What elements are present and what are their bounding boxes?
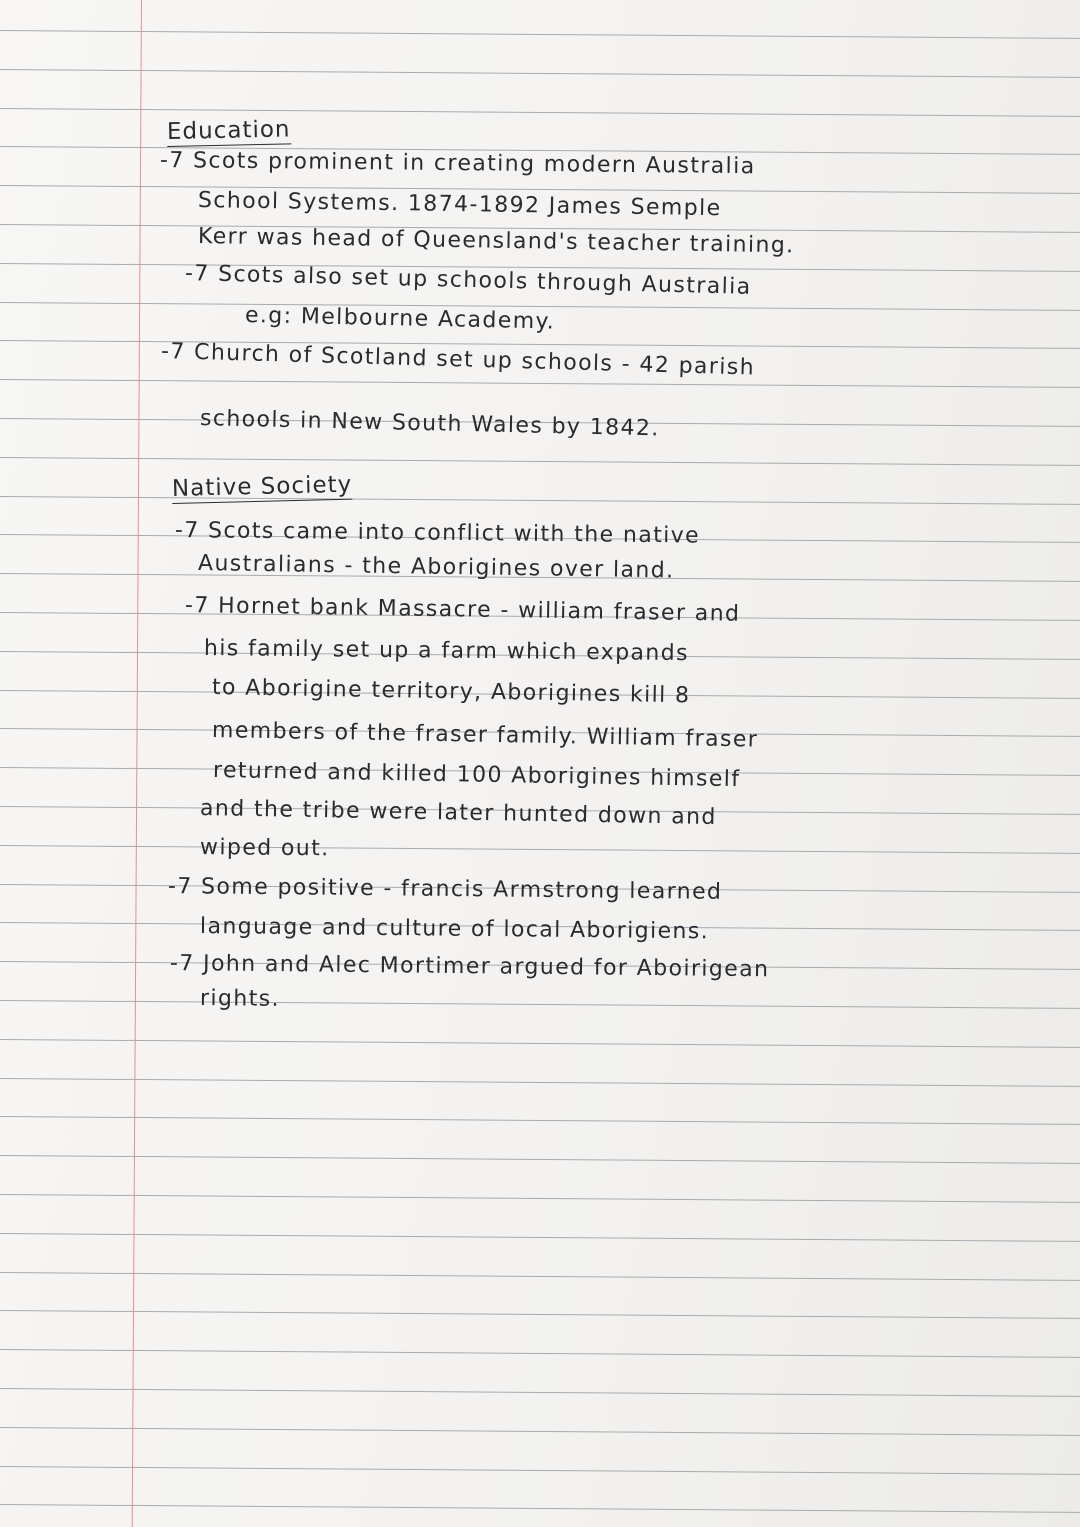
text-line: and the tribe were later hunted down and (199, 796, 718, 831)
ruled-line (0, 1116, 1080, 1125)
ruled-line (0, 1427, 1080, 1436)
text-line: returned and killed 100 Aborigines himself (212, 758, 741, 793)
ruled-line (0, 1388, 1080, 1397)
ruled-line (0, 1272, 1080, 1281)
heading-native-society: Native Society (171, 471, 353, 502)
text-line: his family set up a farm which expands (203, 636, 690, 667)
text-line: -7 Scots came into conflict with the native (174, 518, 701, 549)
text-line: -7 Scots prominent in creating modern Australia (159, 148, 756, 180)
text-line: rights. (199, 986, 281, 1012)
text-line: e.g: Melbourne Academy. (244, 303, 556, 335)
heading-education: Education (166, 116, 291, 145)
text-line: -7 Church of Scotland set up schools - 42 parish (160, 339, 756, 381)
text-line: wiped out. (199, 835, 330, 862)
text-line: -7 Hornet bank Massacre - william fraser and (184, 593, 741, 627)
margin-line (132, 0, 142, 1527)
ruled-line (0, 1078, 1080, 1087)
text-line: Australians - the Aborigines over land. (197, 551, 675, 584)
ruled-line (0, 1349, 1080, 1358)
text-line: -7 Scots also set up schools through Australia (184, 261, 752, 300)
ruled-line (0, 1155, 1080, 1164)
text-line: schools in New South Wales by 1842. (199, 406, 661, 442)
ruled-line (0, 69, 1080, 78)
ruled-line (0, 845, 1080, 854)
ruled-line (0, 1233, 1080, 1242)
text-line: Kerr was head of Queensland's teacher training. (197, 224, 795, 259)
ruled-line (0, 1310, 1080, 1319)
ruled-line (0, 1194, 1080, 1203)
ruled-line (0, 1504, 1080, 1513)
ruled-line (0, 1039, 1080, 1048)
text-line: -7 John and Alec Mortimer argued for Aboirigean (169, 951, 770, 983)
text-line: to Aborigine territory, Aborigines kill 8 (211, 675, 691, 709)
text-line: language and culture of local Aborigiens. (199, 914, 710, 945)
ruled-line (0, 457, 1080, 466)
ruled-line (0, 108, 1080, 117)
ruled-line (0, 1000, 1080, 1009)
text-line: School Systems. 1874-1892 James Semple (197, 188, 722, 222)
text-line: -7 Some positive - francis Armstrong learned (167, 874, 723, 905)
ruled-line (0, 1466, 1080, 1475)
ruled-line (0, 379, 1080, 388)
text-line: members of the fraser family. William fraser (211, 718, 759, 753)
ruled-line (0, 30, 1080, 39)
ruled-line (0, 496, 1080, 505)
